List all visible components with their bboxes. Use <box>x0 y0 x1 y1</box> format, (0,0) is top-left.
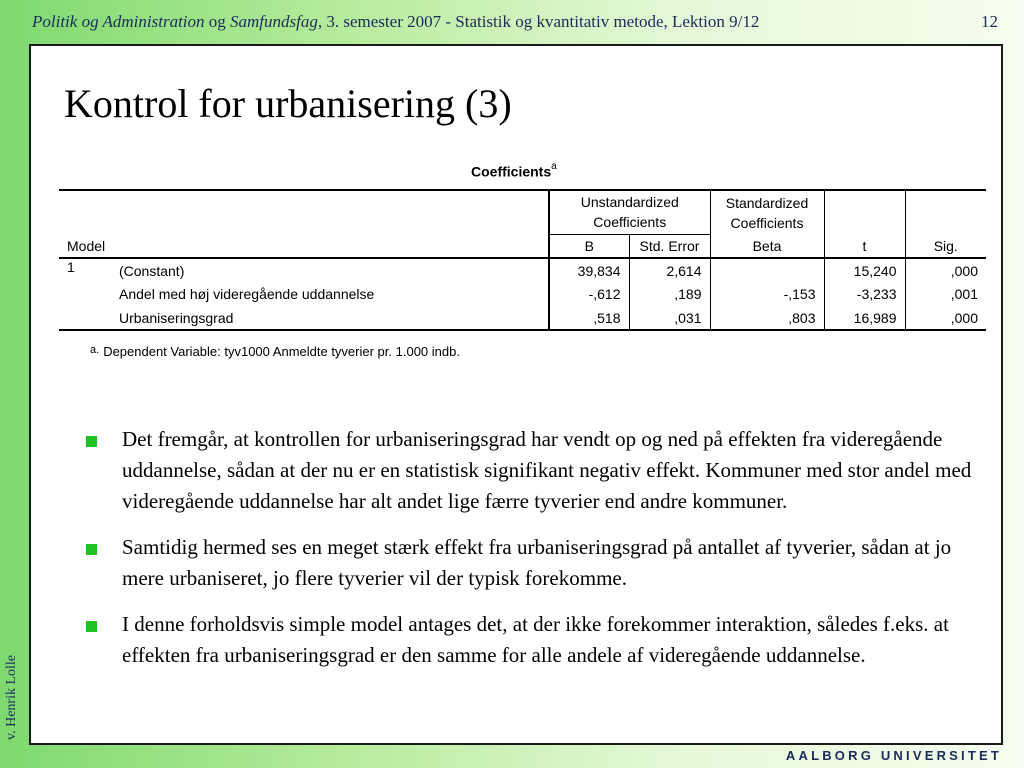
cell-se: 2,614 <box>629 258 710 282</box>
university-logo <box>786 748 1002 763</box>
row-name: Urbaniseringsgrad <box>119 309 234 326</box>
footnote-mark: a. <box>90 344 100 356</box>
table-header-row-1 <box>59 190 986 234</box>
cell-se: ,031 <box>629 306 710 330</box>
cell-beta: ,803 <box>710 306 824 330</box>
cell-beta: -,153 <box>710 282 824 306</box>
coefficients-table <box>59 189 986 331</box>
row-name: Andel med høj videregående uddannelse <box>119 286 375 302</box>
list-item <box>86 609 986 671</box>
unstd-line2: Coefficients <box>593 214 667 231</box>
col-sig: Sig. <box>905 234 986 258</box>
subject-name: Samfundsfag <box>230 12 318 31</box>
square-bullet-icon <box>86 436 97 447</box>
std-line2: Coefficients <box>730 214 804 231</box>
cell-t: 16,989 <box>824 306 905 330</box>
header-course-info: , 3. semester 2007 - Statistik og kvantitativ metode, Lektion 9/12 <box>317 12 760 31</box>
header-connector: og <box>204 12 231 31</box>
col-std-error: Std. Error <box>629 234 710 258</box>
table-row <box>59 306 986 330</box>
cell-sig: ,000 <box>905 306 986 330</box>
model-blank <box>59 306 111 330</box>
header-sig-blank <box>905 190 986 234</box>
table-caption <box>471 163 571 180</box>
model-blank <box>59 282 111 306</box>
table-row <box>59 258 986 282</box>
cell-sig: ,001 <box>905 282 986 306</box>
logo-part1: AALBORG <box>785 748 875 763</box>
bullet-text: Samtidig hermed ses en meget stærk effekt fra urbaniseringsgrad på antallet af tyverier, sådan at jo mere urbaniseret, jo flere tyverier vil der typisk forekomme. <box>122 535 952 590</box>
list-item <box>86 424 986 517</box>
model-number: 1 <box>67 259 75 275</box>
table-header-row-2 <box>59 234 986 258</box>
header-title <box>32 12 759 32</box>
bullet-text: Det fremgår, at kontrollen for urbaniseringsgrad har vendt op og ned på effekten fra videregående uddannelse, sådan at der nu er en statistisk signifikant negativ effekt. Kommuner med stor andel med videregående uddannelse har alt andet lige færre tyverier end andre kommuner. <box>122 427 972 513</box>
col-model: Model <box>59 234 549 258</box>
slide-header <box>0 0 1024 44</box>
cell-se: ,189 <box>629 282 710 306</box>
header-unstandardized <box>549 190 710 234</box>
row-name: (Constant) <box>119 262 185 279</box>
header-standardized <box>710 190 824 234</box>
cell-beta <box>710 258 824 282</box>
unstd-line1: Unstandardized <box>580 194 679 211</box>
slide-title: Kontrol for urbanisering (3) <box>64 81 512 126</box>
logo-part2: UNIVERSITET <box>880 748 1002 763</box>
col-t: t <box>824 234 905 258</box>
table-caption-mark: a <box>551 161 557 172</box>
author-credit: v. Henrik Lolle <box>4 654 19 740</box>
col-beta: Beta <box>710 234 824 258</box>
header-t-blank <box>824 190 905 234</box>
cell-sig: ,000 <box>905 258 986 282</box>
slide-content <box>29 44 1003 745</box>
table-footnote <box>90 344 460 359</box>
square-bullet-icon <box>86 621 97 632</box>
table-row <box>59 282 986 306</box>
std-line1: Standardized <box>725 194 809 211</box>
cell-b: 39,834 <box>549 258 629 282</box>
bullet-list <box>86 424 986 686</box>
page-number: 12 <box>981 12 998 31</box>
cell-b: -,612 <box>549 282 629 306</box>
cell-t: 15,240 <box>824 258 905 282</box>
footnote-text: Dependent Variable: tyv1000 Anmeldte tyverier pr. 1.000 indb. <box>103 344 460 359</box>
square-bullet-icon <box>86 544 97 555</box>
list-item <box>86 532 986 594</box>
bullet-text: I denne forholdsvis simple model antages det, at der ikke forekommer interaktion, således f.eks. at effekten fra urbaniseringsgrad er den samme for alle andele af videregående uddannelse. <box>122 612 949 667</box>
cell-t: -3,233 <box>824 282 905 306</box>
course-name: Politik og Administration <box>32 12 205 31</box>
cell-b: ,518 <box>549 306 629 330</box>
col-b: B <box>549 234 629 258</box>
table-caption-text: Coefficients <box>471 163 552 180</box>
header-blank <box>59 190 549 234</box>
